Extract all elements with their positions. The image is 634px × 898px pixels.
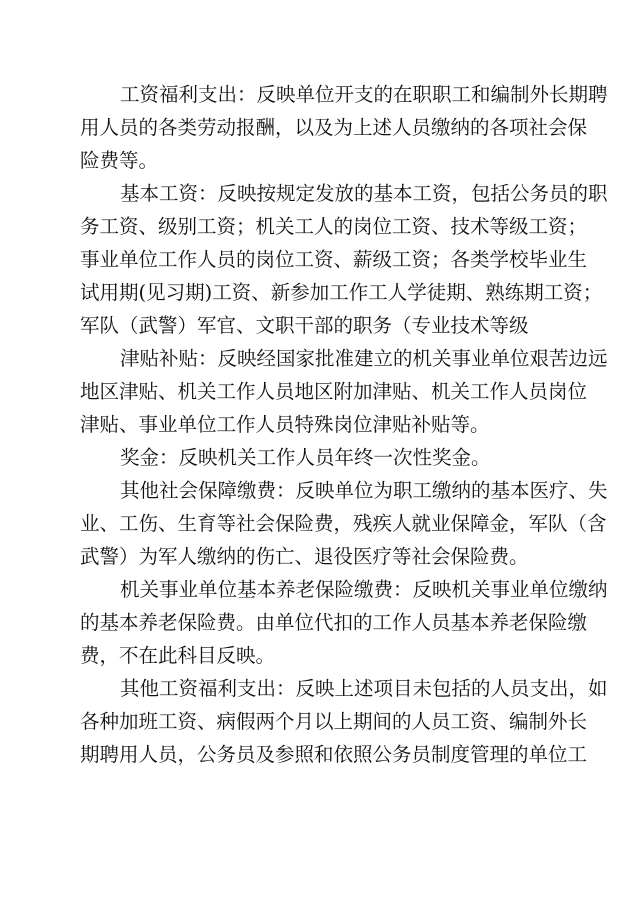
paragraph-line: 试用期(见习期)工资、新参加工作工人学徒期、熟练期工资； bbox=[80, 281, 603, 304]
paragraph-line: 津贴、事业单位工作人员特殊岗位津贴补贴等。 bbox=[80, 413, 490, 436]
paragraph-line: 其他工资福利支出：反映上述项目未包括的人员支出，如 bbox=[120, 677, 608, 700]
paragraph-line: 武警）为军人缴纳的伤亡、退役医疗等社会保险费。 bbox=[80, 545, 529, 568]
paragraph-line: 奖金：反映机关工作人员年终一次性奖金。 bbox=[120, 446, 491, 469]
paragraph-line: 事业单位工作人员的岗位工资、薪级工资；各类学校毕业生 bbox=[80, 248, 588, 271]
paragraph-line: 各种加班工资、病假两个月以上期间的人员工资、编制外长 bbox=[80, 710, 588, 733]
paragraph-line: 险费等。 bbox=[80, 149, 159, 172]
paragraph-line: 军队（武警）军官、文职干部的职务（专业技术等级 bbox=[80, 314, 529, 337]
paragraph-line: 基本工资：反映按规定发放的基本工资，包括公务员的职 bbox=[120, 182, 608, 205]
paragraph-line: 费，不在此科目反映。 bbox=[80, 644, 276, 667]
paragraph-line: 的基本养老保险费。由单位代扣的工作人员基本养老保险缴 bbox=[80, 611, 588, 634]
paragraph-line: 用人员的各类劳动报酬，以及为上述人员缴纳的各项社会保 bbox=[80, 116, 588, 139]
paragraph-line: 地区津贴、机关工作人员地区附加津贴、机关工作人员岗位 bbox=[80, 380, 588, 403]
paragraph-line: 期聘用人员，公务员及参照和依照公务员制度管理的单位工 bbox=[80, 743, 588, 766]
paragraph-line: 津贴补贴：反映经国家批准建立的机关事业单位艰苦边远 bbox=[120, 347, 608, 370]
paragraph-line: 务工资、级别工资；机关工人的岗位工资、技术等级工资； bbox=[80, 215, 588, 238]
paragraph-line: 工资福利支出：反映单位开支的在职职工和编制外长期聘 bbox=[120, 83, 608, 106]
paragraph-line: 机关事业单位基本养老保险缴费：反映机关事业单位缴纳 bbox=[120, 578, 608, 601]
paragraph-line: 业、工伤、生育等社会保险费，残疾人就业保障金，军队（含 bbox=[80, 512, 607, 535]
paragraph-line: 其他社会保障缴费：反映单位为职工缴纳的基本医疗、失 bbox=[120, 479, 608, 502]
